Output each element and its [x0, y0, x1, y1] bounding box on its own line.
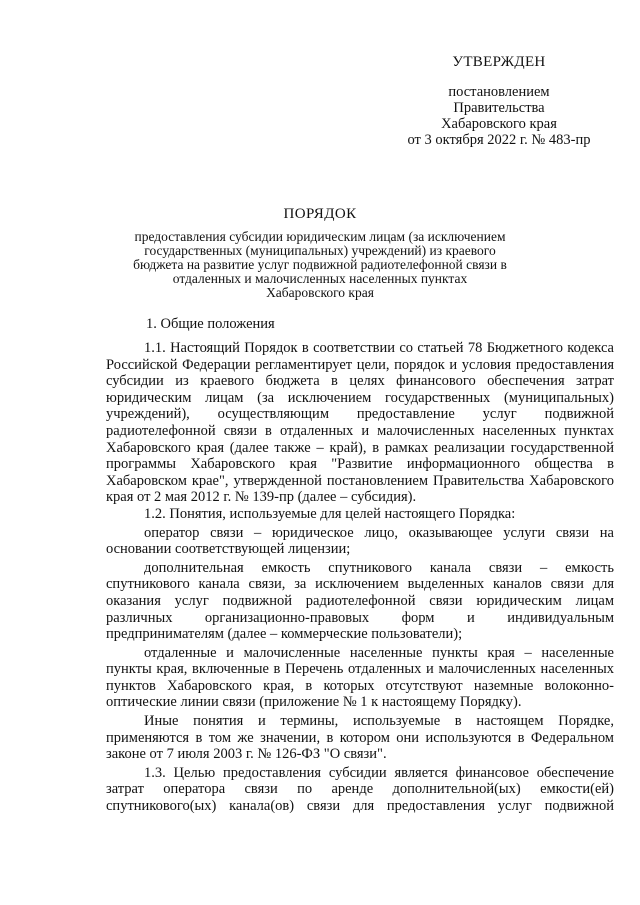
definition-paragraph: оператор связи – юридическое лицо, оказывающее услуги связи на основании соответствующей лицензии;: [106, 524, 614, 558]
paragraph-1-1: 1.1. Настоящий Порядок в соответствии со статьей 78 Бюджетного кодекса Российской Федерации регламентирует цели, порядок и условия предоставления субсидии из краевого бюджета в целях финансового обеспечения затрат юридическим лицам (за исключением государственных (муниципальных) учреждений), осуществляющим предоставление услуг подвижной радиотелефонной связи в отдаленных и малочисленных населенных пунктах Хабаровского края (далее также – край), в рамках реализации государственной программы Хабаровского края "Развитие информационного общества в Хабаровском крае", утвержденной постановлением Правительства Хабаровского края от 2 мая 2012 г. № 139-пр (далее – субсидия).: [106, 340, 614, 506]
section-heading: 1. Общие положения: [146, 316, 275, 332]
document-title: ПОРЯДОК: [283, 206, 357, 222]
document-body: [106, 340, 614, 815]
terms-paragraph: Иные понятия и термины, используемые в настоящем Порядке, применяются в том же значении, в котором они используются в Федеральном законе от 7 июля 2003 г. № 126-ФЗ "О связи".: [106, 713, 614, 763]
approval-line: Хабаровского края: [441, 116, 557, 132]
approval-line: Правительства: [453, 100, 545, 116]
approval-block: [380, 54, 618, 148]
document-subtitle: предоставления субсидии юридическим лицам (за исключением государственных (муниципальных) учреждений) из краевого бюджета на развитие услуг подвижной радиотелефонной связи в отдаленных и малочисленных населенных пунктах Хабаровского края: [133, 229, 507, 300]
approval-line: постановлением: [448, 84, 550, 100]
definition-paragraph: дополнительная емкость спутникового канала связи – емкость спутникового канала связи, за исключением выделенных каналов связи для оказания услуг подвижной радиотелефонной связи юридическим лицам различных организационно-правовых форм и индивидуальным предпринимателям (далее – коммерческие пользователи);: [106, 559, 614, 643]
approval-heading: УТВЕРЖДЕН: [452, 54, 546, 70]
paragraph-1-2: 1.2. Понятия, используемые для целей настоящего Порядка:: [144, 505, 516, 522]
definition-paragraph: отдаленные и малочисленные населенные пункты края – населенные пункты края, включенные в Перечень отдаленных и малочисленных населенных пунктов Хабаровского края, в которых отсутствуют наземные волоконно-оптические линии связи (приложение № 1 к настоящему Порядку).: [106, 644, 614, 711]
approval-date: от 3 октября 2022 г. № 483-пр: [407, 132, 591, 148]
paragraph-1-3: 1.3. Целью предоставления субсидии является финансовое обеспечение затрат оператора связи по аренде дополнительной(ых) емкости(ей) спутникового(ых) канала(ов) связи для предоставления услуг подвижной: [106, 764, 614, 815]
